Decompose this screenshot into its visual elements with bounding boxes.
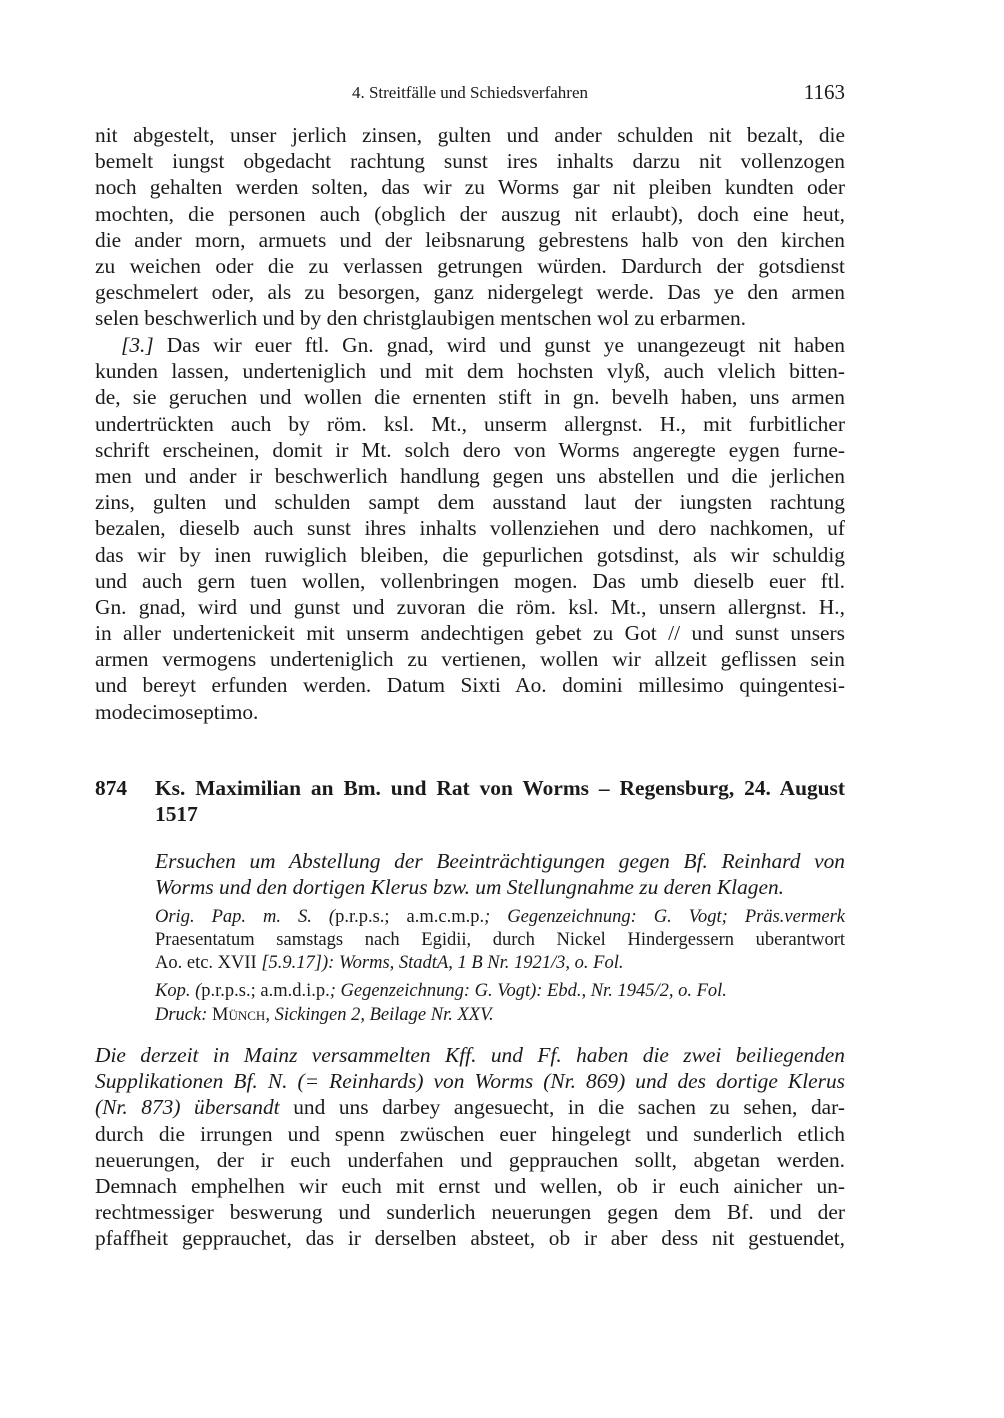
- text-span: (Nr. 873) übersandt: [95, 1095, 280, 1120]
- text-line: men und ander ir beschwerlich handlung gegen uns abstellen und die jerlichen: [95, 463, 845, 488]
- text-line: de, sie geruchen und wollen die ernenten stift in gn. bevelh haben, uns armen: [95, 385, 845, 410]
- text-line: modecimoseptimo.: [95, 699, 259, 724]
- text-line: Die derzeit in Mainz versammelten Kff. und Ff. haben die zwei beiliegenden: [95, 1043, 845, 1067]
- text-line: in aller undertenickeit mit unserm andechtigen gebet zu Got // und sunst unsers: [95, 621, 845, 646]
- text-line: selen beschwerlich und by den christglaubigen mentschen wol zu erbarmen.: [95, 306, 747, 331]
- text-line: das wir by inen ruwiglich bleiben, die gepurlichen gotsdinst, als wir schuldig: [95, 542, 845, 567]
- source-original: [155, 906, 845, 975]
- text-span: p.r.p.s.;: [335, 907, 390, 927]
- text-line: armen vermogens underteniglich zu vertienen, wollen wir allzeit geflissen sein: [95, 647, 845, 672]
- source-label: Druck:: [155, 1005, 213, 1025]
- text-span: ; Gegenzeichnung: G. Vogt; Präs.vermerk: [484, 907, 845, 927]
- text-line: die ander morn, armuets und der leibsnarung gebrestens halb von den kirchen: [95, 227, 845, 252]
- text-line: bezalen, dieselb auch sunst ihres inhalts vollenziehen und dero nachkomen, uf: [95, 516, 845, 541]
- text-line: bemelt iungst obgedacht rachtung sunst ires inhalts darzu nit vollenzogen: [95, 149, 845, 174]
- text-line: zu weichen oder die zu verlassen getrungen würden. Dardurch der gotsdienst: [95, 253, 845, 278]
- source-line: Praesentatum samstags nach Egidii, durch Nickel Hindergessern uberantwort: [155, 930, 845, 950]
- source-label: Orig. Pap. m. S. (: [155, 907, 336, 927]
- text-line: schrift erscheinen, domit ir Mt. solch dero von Worms angeregte eygen furne-: [95, 437, 845, 462]
- summary-line: Ersuchen um Abstellung der Beeinträchtigungen gegen Bf. Reinhard von: [155, 849, 845, 873]
- title-line: 1517: [155, 802, 198, 827]
- text-line: undertrückten auch by röm. ksl. Mt., unserm allergnst. H., mit furbitlicher: [95, 411, 845, 436]
- text-line: und auch gern tuen wollen, vollenbringen mogen. Das umb dieselb euer ftl.: [95, 568, 845, 593]
- text-line: noch gehalten werden solten, das wir zu Worms gar nit pleiben kundten oder: [95, 175, 845, 200]
- source-print: [155, 1004, 845, 1027]
- text-line: zins, gulten und schulden sampt dem ausstand laut der iungsten rachtung: [95, 490, 845, 515]
- text-line: neuerungen, der ir euch underfahen und gepprauchen sollt, abgetan werden.: [95, 1147, 845, 1172]
- text-line: Gn. gnad, wird und gunst und zuvoran die röm. ksl. Mt., unsern allergnst. H.,: [95, 594, 845, 619]
- section-marker: [3.]: [121, 333, 154, 357]
- document-summary: [155, 848, 845, 900]
- text-line: durch die irrungen und spenn zwüschen euer hingelegt und sunderlich etlich: [95, 1121, 845, 1146]
- paragraph-3: [95, 332, 845, 725]
- summary-line: Worms und den dortigen Klerus bzw. um Stellungnahme zu deren Klagen.: [155, 875, 785, 900]
- document-title: [155, 775, 845, 827]
- text-span: a.m.d.i.p.: [255, 981, 330, 1001]
- paragraph-continuation: [95, 122, 845, 332]
- source-line: [155, 980, 845, 1003]
- text-span: p.r.p.s.;: [201, 981, 256, 1001]
- page-number: 1163: [803, 80, 845, 104]
- text-line: nit abgestelt, unser jerlich zinsen, gulten und ander schulden nit bezalt, die: [95, 123, 845, 147]
- text-span: , Sickingen 2, Beilage Nr. XXV.: [265, 1005, 494, 1025]
- text-line: [95, 332, 845, 358]
- title-line: Ks. Maximilian an Bm. und Rat von Worms – Regensburg, 24. August: [155, 776, 845, 800]
- author-name: Münch: [212, 1005, 266, 1025]
- document-number: 874: [95, 776, 128, 800]
- text-line: Supplikationen Bf. N. (= Reinhards) von Worms (Nr. 869) und des dortige Klerus: [95, 1069, 845, 1094]
- text-line: mochten, die personen auch (obglich der auszug nit erlaubt), doch eine heut,: [95, 201, 845, 226]
- document-body: [95, 1042, 845, 1252]
- text-line: [95, 1094, 845, 1120]
- text-line: pfaffheit gepprauchet, das ir derselben absteet, ob ir aber dess nit gestuendet,: [95, 1226, 845, 1251]
- text-line: rechtmessiger beswerung und sunderlich neuerungen gegen dem Bf. und der: [95, 1200, 845, 1225]
- text-span: Das wir euer ftl. Gn. gnad, wird und gunst ye unangezeugt nit haben: [153, 333, 845, 357]
- source-label: Kop. (: [155, 981, 202, 1001]
- text-span: a.m.c.m.p.: [389, 907, 485, 927]
- text-line: und bereyt erfunden werden. Datum Sixti Ao. domini millesimo quingentesi-: [95, 673, 845, 698]
- running-head-title: 4. Streitfälle und Schiedsverfahren: [351, 83, 589, 102]
- source-line: [155, 1004, 845, 1027]
- source-line: [155, 906, 845, 929]
- source-copy: [155, 980, 845, 1003]
- running-head: [95, 80, 845, 108]
- text-line: Demnach emphelhen wir euch mit ernst und wellen, ob ir euch ainicher un-: [95, 1173, 845, 1198]
- text-line: kunden lassen, underteniglich und mit dem hochsten vlyß, auch vlelich bitten-: [95, 359, 845, 384]
- text-span: Ao. etc. XVII: [155, 953, 262, 973]
- text-line: geschmelert oder, als zu besorgen, ganz nidergelegt werde. Das ye den armen: [95, 280, 845, 305]
- text-span: und uns darbey angesuecht, in die sachen zu sehen, dar-: [279, 1095, 845, 1120]
- source-line: [155, 952, 845, 975]
- text-span: ; Gegenzeichnung: G. Vogt): Ebd., Nr. 1945/2, o. Fol.: [329, 981, 727, 1001]
- text-span: [5.9.17]): Worms, StadtA, 1 B Nr. 1921/3, o. Fol.: [261, 953, 624, 973]
